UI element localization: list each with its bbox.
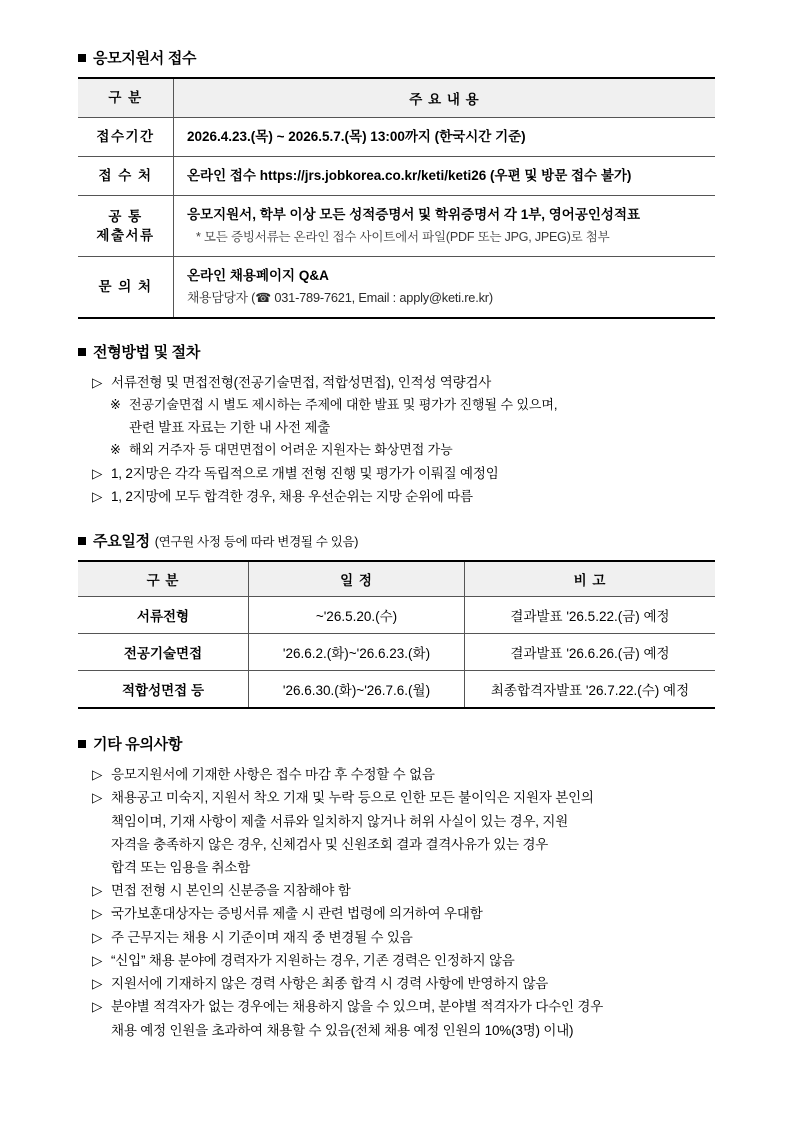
triangle-bullet-icon: ▷ bbox=[92, 929, 103, 945]
triangle-bullet-icon: ▷ bbox=[92, 374, 103, 390]
schedule-date: '26.6.2.(화)~'26.6.23.(화) bbox=[249, 634, 465, 671]
reference-mark-icon: ※ bbox=[110, 442, 121, 458]
list-item-text: 분야별 적격자가 없는 경우에는 채용하지 않을 수 있으며, 분야별 적격자가 다수인 경우 bbox=[111, 999, 604, 1015]
list-item bbox=[78, 786, 718, 809]
list-item-continuation bbox=[78, 416, 718, 439]
section-title-schedule: 주요일정 bbox=[93, 533, 150, 551]
table-row-contact bbox=[78, 257, 715, 318]
list-item-text: 책임이며, 기재 사항이 제출 서류와 일치하지 않거나 허위 사실이 있는 경우, 지원 bbox=[111, 813, 569, 829]
list-item bbox=[78, 972, 718, 995]
list-item-text: 합격 또는 임용을 취소함 bbox=[111, 859, 251, 875]
schedule-remark: 결과발표 '26.5.22.(금) 예정 bbox=[465, 597, 716, 634]
list-item-text: 응모지원서에 기재한 사항은 접수 마감 후 수정할 수 없음 bbox=[111, 767, 435, 783]
schedule-table bbox=[78, 560, 715, 709]
section-heading-apply bbox=[78, 47, 718, 68]
list-item-text: 면접 전형 시 본인의 신분증을 지참해야 함 bbox=[111, 883, 351, 899]
list-item bbox=[78, 949, 718, 972]
triangle-bullet-icon: ▷ bbox=[92, 976, 103, 992]
section-title-notes: 기타 유의사항 bbox=[93, 736, 183, 754]
section-heading-notes bbox=[78, 733, 718, 754]
row-value-documents bbox=[174, 196, 716, 257]
triangle-bullet-icon: ▷ bbox=[92, 488, 103, 504]
table-row-channel bbox=[78, 156, 715, 195]
method-list bbox=[78, 371, 718, 509]
square-bullet-icon bbox=[78, 740, 86, 748]
row-value-contact bbox=[174, 257, 716, 318]
table-row-documents bbox=[78, 196, 715, 257]
list-item bbox=[78, 926, 718, 949]
row-value-period: 2026.4.23.(목) ~ 2026.5.7.(목) 13:00까지 (한국시간 기준) bbox=[174, 117, 716, 156]
schedule-stage: 서류전형 bbox=[78, 597, 249, 634]
list-item-text: 채용공고 미숙지, 지원서 착오 기재 및 누락 등으로 인한 모든 불이익은 지원자 본인의 bbox=[111, 790, 594, 806]
list-item-text: 1, 2지망은 각각 독립적으로 개별 전형 진행 및 평가가 이뤄질 예정임 bbox=[111, 465, 499, 481]
table-row-period bbox=[78, 117, 715, 156]
list-item-text: 지원서에 기재하지 않은 경력 사항은 최종 합격 시 경력 사항에 반영하지 않음 bbox=[111, 976, 549, 992]
square-bullet-icon bbox=[78, 537, 86, 545]
row-value-channel: 온라인 접수 https://jrs.jobkorea.co.kr/keti/keti26 (우편 및 방문 접수 불가) bbox=[174, 156, 716, 195]
table-header-row bbox=[78, 78, 715, 117]
column-header-category: 구 분 bbox=[78, 78, 174, 117]
notes-list bbox=[78, 763, 718, 1042]
contact-main-text: 온라인 채용페이지 Q&A bbox=[187, 268, 329, 284]
schedule-date: ~'26.5.20.(수) bbox=[249, 597, 465, 634]
list-item-continuation bbox=[78, 833, 718, 856]
schedule-stage: 적합성면접 등 bbox=[78, 671, 249, 709]
list-item-continuation bbox=[78, 856, 718, 879]
triangle-bullet-icon: ▷ bbox=[92, 767, 103, 783]
list-item bbox=[78, 485, 718, 508]
section-subtitle-schedule: (연구원 사정 등에 따라 변경될 수 있음) bbox=[154, 535, 359, 550]
section-heading-schedule bbox=[78, 530, 718, 551]
list-item-text: 서류전형 및 면접전형(전공기술면접, 적합성면접), 인적성 역량검사 bbox=[111, 374, 492, 390]
list-item-continuation bbox=[78, 1019, 718, 1042]
triangle-bullet-icon: ▷ bbox=[92, 906, 103, 922]
list-item-text: 해외 거주자 등 대면면접이 어려운 지원자는 화상면접 가능 bbox=[129, 442, 453, 458]
list-item bbox=[78, 394, 718, 416]
row-label-documents-line1: 공 통 bbox=[108, 208, 143, 224]
list-item bbox=[78, 902, 718, 925]
table-header-row bbox=[78, 561, 715, 597]
list-item bbox=[78, 371, 718, 394]
list-item-text: “신입” 채용 분야에 경력자가 지원하는 경우, 기존 경력은 인정하지 않음 bbox=[111, 952, 515, 968]
row-label-contact: 문 의 처 bbox=[78, 257, 174, 318]
list-item-text: 국가보훈대상자는 증빙서류 제출 시 관련 법령에 의거하여 우대함 bbox=[111, 906, 483, 922]
section-title-apply: 응모지원서 접수 bbox=[93, 50, 197, 67]
column-header-content: 주 요 내 용 bbox=[174, 78, 716, 117]
list-item bbox=[78, 879, 718, 902]
list-item bbox=[78, 462, 718, 485]
list-item-continuation bbox=[78, 810, 718, 833]
list-item-text: 자격을 충족하지 않은 경우, 신체검사 및 신원조회 결과 결격사유가 있는 경우 bbox=[111, 836, 549, 852]
triangle-bullet-icon: ▷ bbox=[92, 952, 103, 968]
square-bullet-icon bbox=[78, 54, 86, 62]
list-item bbox=[78, 995, 718, 1018]
documents-note: * 모든 증빙서류는 온라인 접수 사이트에서 파일(PDF 또는 JPG, JPEG)로 첨부 bbox=[196, 230, 610, 245]
column-header-date: 일 정 bbox=[249, 561, 465, 597]
row-label-period: 접수기간 bbox=[78, 117, 174, 156]
row-label-documents bbox=[78, 196, 174, 257]
schedule-remark: 최종합격자발표 '26.7.22.(수) 예정 bbox=[465, 671, 716, 709]
list-item-text: 관련 발표 자료는 기한 내 사전 제출 bbox=[129, 420, 331, 436]
list-item-text: 1, 2지망에 모두 합격한 경우, 채용 우선순위는 지망 순위에 따름 bbox=[111, 488, 473, 504]
application-table bbox=[78, 77, 715, 319]
triangle-bullet-icon: ▷ bbox=[92, 790, 103, 806]
list-item-text: 채용 예정 인원을 초과하여 채용할 수 있음(전체 채용 예정 인원의 10%(3명) 이내) bbox=[111, 1022, 574, 1038]
table-row bbox=[78, 634, 715, 671]
section-title-method: 전형방법 및 절차 bbox=[93, 343, 201, 361]
schedule-stage: 전공기술면접 bbox=[78, 634, 249, 671]
list-item-text: 주 근무지는 채용 시 기준이며 재직 중 변경될 수 있음 bbox=[111, 929, 413, 945]
list-item bbox=[78, 763, 718, 786]
schedule-date: '26.6.30.(화)~'26.7.6.(월) bbox=[249, 671, 465, 709]
section-heading-method bbox=[78, 341, 718, 362]
row-label-channel: 접 수 처 bbox=[78, 156, 174, 195]
column-header-stage: 구 분 bbox=[78, 561, 249, 597]
table-row bbox=[78, 671, 715, 709]
triangle-bullet-icon: ▷ bbox=[92, 465, 103, 481]
list-item bbox=[78, 439, 718, 461]
reference-mark-icon: ※ bbox=[110, 396, 121, 412]
list-item-text: 전공기술면접 시 별도 제시하는 주제에 대한 발표 및 평가가 진행될 수 있으며, bbox=[129, 396, 558, 412]
square-bullet-icon bbox=[78, 348, 86, 356]
table-row bbox=[78, 597, 715, 634]
contact-detail: 채용담당자 (☎ 031-789-7621, Email : apply@keti.re.kr) bbox=[187, 290, 493, 306]
column-header-remark: 비 고 bbox=[465, 561, 716, 597]
documents-main-text: 응모지원서, 학부 이상 모든 성적증명서 및 학위증명서 각 1부, 영어공인성적표 bbox=[187, 207, 641, 223]
triangle-bullet-icon: ▷ bbox=[92, 883, 103, 899]
triangle-bullet-icon: ▷ bbox=[92, 999, 103, 1015]
row-label-documents-line2: 제출서류 bbox=[96, 228, 155, 244]
schedule-remark: 결과발표 '26.6.26.(금) 예정 bbox=[465, 634, 716, 671]
